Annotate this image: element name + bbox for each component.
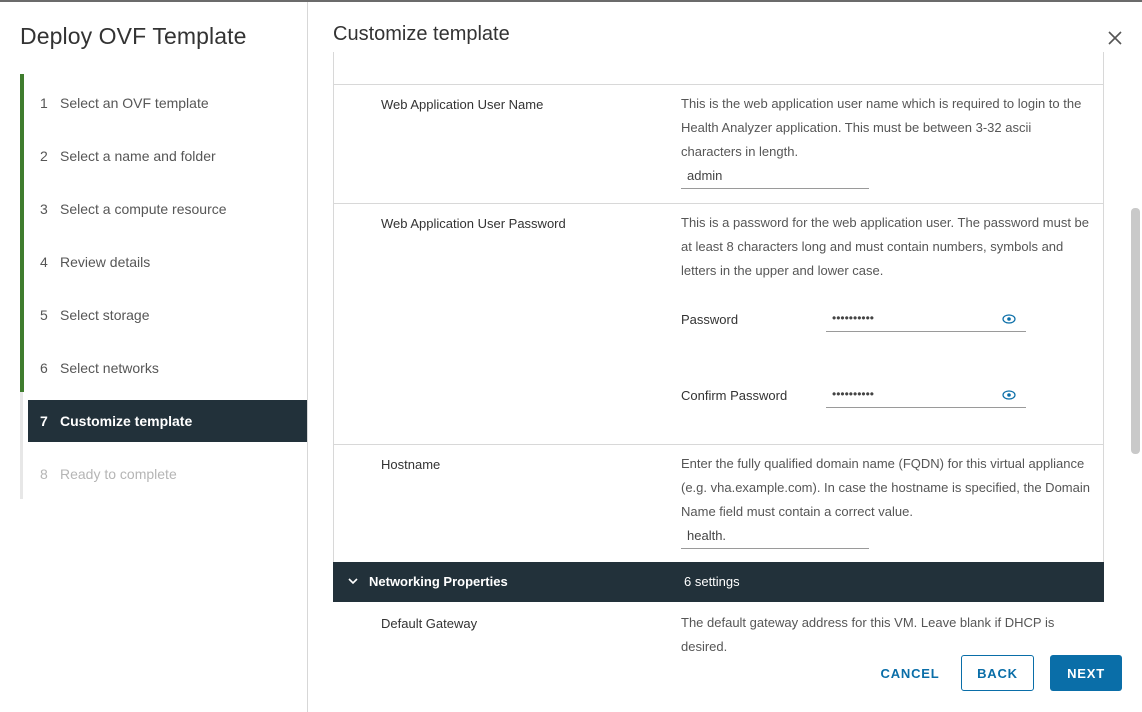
property-label: Hostname	[381, 457, 441, 472]
step-label: Select networks	[60, 360, 159, 376]
step-number: 7	[40, 413, 48, 429]
section-networking-properties[interactable]	[333, 562, 1104, 602]
step-number: 3	[40, 201, 48, 217]
cancel-button[interactable]: CANCEL	[880, 665, 940, 681]
section-settings-count: 6 settings	[684, 574, 740, 589]
step-select-compute-resource[interactable]	[28, 188, 307, 230]
property-description: This is the web application user name which is required to login to the Health Analyzer application. This must be between 3-32 ascii characters in length.	[681, 96, 1082, 159]
step-number: 8	[40, 466, 48, 482]
step-customize-template[interactable]	[28, 400, 307, 442]
step-number: 5	[40, 307, 48, 323]
step-number: 1	[40, 95, 48, 111]
step-label: Select storage	[60, 307, 150, 323]
section-title: Networking Properties	[369, 574, 508, 589]
step-select-storage[interactable]	[28, 294, 307, 336]
chevron-down-icon[interactable]	[347, 575, 359, 587]
property-label: Default Gateway	[381, 616, 478, 631]
remaining-steps-track	[20, 392, 23, 499]
step-label: Select a name and folder	[60, 148, 216, 164]
property-description: The default gateway address for this VM. Leave blank if DHCP is desired.	[681, 615, 1055, 654]
hostname-input[interactable]: health.	[681, 525, 869, 549]
step-number: 4	[40, 254, 48, 270]
property-row-web-user	[333, 84, 1104, 203]
step-ready-to-complete	[28, 453, 307, 495]
page-title: Customize template	[333, 23, 510, 45]
next-button[interactable]: NEXT	[1050, 655, 1122, 691]
step-label: Select a compute resource	[60, 201, 227, 217]
step-number: 6	[40, 360, 48, 376]
eye-icon[interactable]	[1002, 314, 1016, 324]
step-label: Ready to complete	[60, 466, 177, 482]
completed-steps-track	[20, 74, 24, 392]
confirm-password-label: Confirm Password	[681, 388, 788, 403]
step-label: Customize template	[60, 413, 193, 429]
confirm-password-value: ••••••••••	[832, 387, 875, 401]
template-properties-list[interactable]	[333, 52, 1105, 655]
close-icon[interactable]	[1105, 28, 1125, 48]
eye-icon[interactable]	[1002, 390, 1016, 400]
content-scrollbar[interactable]	[1130, 50, 1142, 655]
step-select-ovf-template[interactable]	[28, 82, 307, 124]
scrollbar-thumb[interactable]	[1131, 208, 1140, 454]
password-value: ••••••••••	[832, 311, 875, 325]
wizard-sidebar	[0, 2, 308, 712]
property-label: Web Application User Name	[381, 97, 544, 112]
confirm-password-field[interactable]	[826, 384, 1026, 408]
wizard-title: Deploy OVF Template	[20, 23, 247, 49]
back-button[interactable]: BACK	[961, 655, 1034, 691]
step-label: Review details	[60, 254, 151, 270]
step-review-details[interactable]	[28, 241, 307, 283]
property-description: This is a password for the web application user. The password must be at least 8 characters long and must contain numbers, symbols and letters in the upper and lower case.	[681, 215, 1090, 278]
property-row-web-password	[333, 203, 1104, 444]
step-label: Select an OVF template	[60, 95, 209, 111]
step-select-name-folder[interactable]	[28, 135, 307, 177]
step-select-networks[interactable]	[28, 347, 307, 389]
property-row-hostname	[333, 444, 1104, 562]
property-row-default-gateway	[333, 602, 1104, 655]
step-number: 2	[40, 148, 48, 164]
property-description: Enter the fully qualified domain name (FQDN) for this virtual appliance (e.g. vha.example.com). In case the hostname is specified, the Domain Name field must contain a correct value.	[681, 456, 1090, 519]
web-user-name-input[interactable]: admin	[681, 165, 869, 189]
password-label: Password	[681, 312, 739, 327]
property-label: Web Application User Password	[381, 216, 566, 231]
password-field[interactable]	[826, 308, 1026, 332]
